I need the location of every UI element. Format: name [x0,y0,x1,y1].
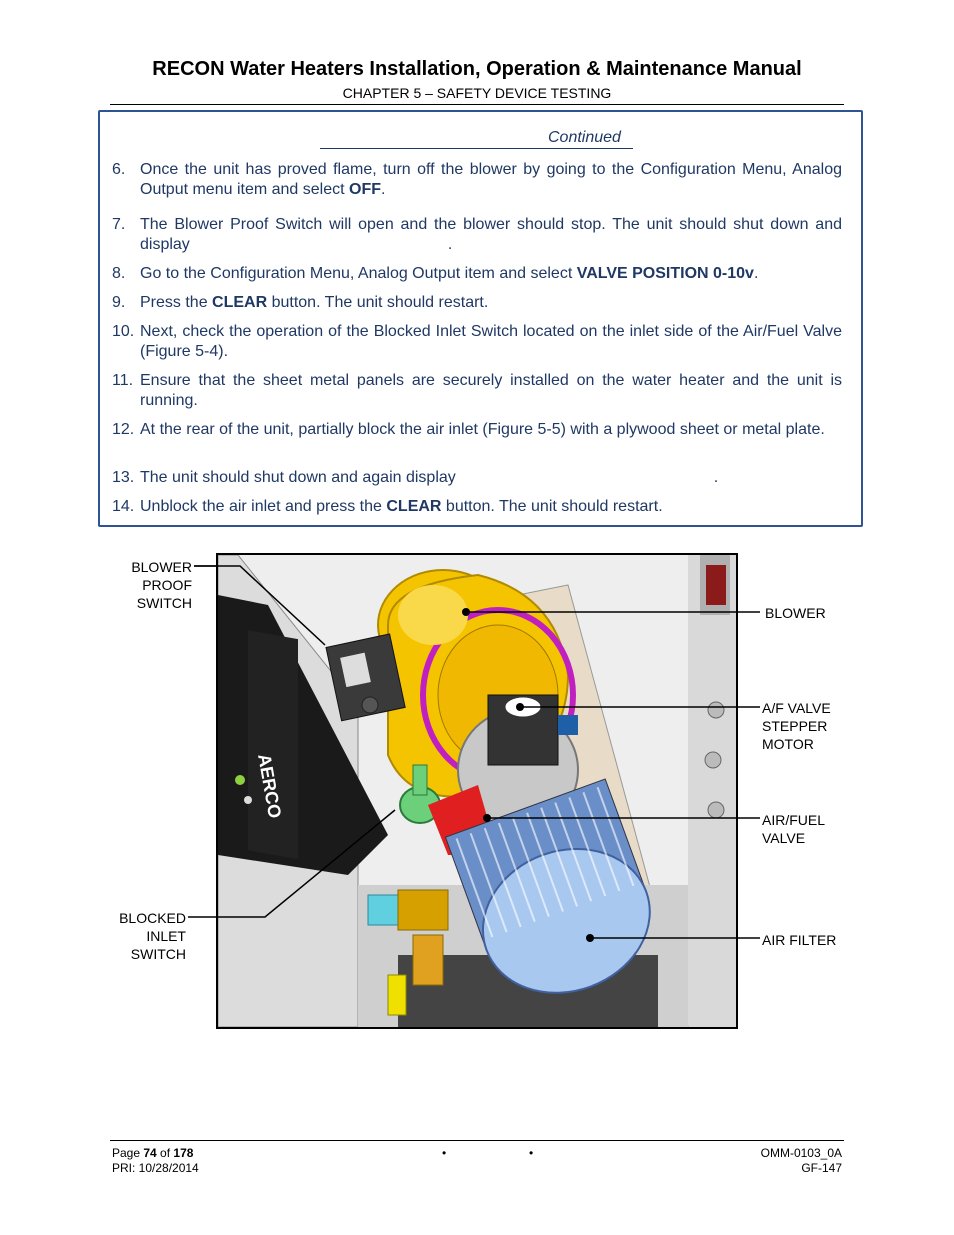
step-text: Go to the Configuration Menu, Analog Output item and select VALVE POSITION 0-10v. [140,265,759,282]
step-text: Once the unit has proved flame, turn off the blower by going to the Configuration Menu, Analog Output menu item and select OFF. [140,161,842,198]
step-text: The Blower Proof Switch will open and the blower should stop. The unit should shut down and display . [140,216,842,253]
manual-title: RECON Water Heaters Installation, Operation & Maintenance Manual [152,58,802,80]
label-air-filter: AIR FILTER [762,932,837,948]
step-number: 13. [112,469,135,486]
chapter-heading: CHAPTER 5 – SAFETY DEVICE TESTING [342,85,612,101]
figure-blower-assembly [216,553,738,1029]
step-text: Press the CLEAR button. The unit should restart. [140,294,489,311]
step-text: Ensure that the sheet metal panels are securely installed on the water heater and the unit is running. [140,372,842,409]
step-number: 8. [112,265,126,282]
label-blower-proof-switch: BLOWER PROOF SWITCH [131,559,192,611]
step-number: 7. [112,216,126,233]
step-text: Unblock the air inlet and press the CLEAR button. The unit should restart. [140,498,663,515]
header-divider [110,104,844,105]
step-number: 14. [112,498,135,515]
assembly-illustration [218,555,736,1027]
footer-bullet: • [529,1146,534,1160]
step-text: The unit should shut down and again display . [140,469,719,486]
label-blower: BLOWER [765,605,826,621]
print-date: PRI: 10/28/2014 [112,1161,199,1175]
document-id: OMM-0103_0A [760,1146,842,1160]
continued-label: Continued [548,129,621,146]
step-number: 6. [112,161,126,178]
label-blocked-inlet-switch: BLOCKED INLET SWITCH [119,910,186,962]
step-text: At the rear of the unit, partially block the air inlet (Figure 5-5) with a plywood sheet or metal plate. [140,421,825,438]
gf-number: GF-147 [801,1161,842,1175]
label-stepper-motor: A/F VALVE STEPPER MOTOR [762,700,831,752]
label-air-fuel-valve: AIR/FUEL VALVE [762,812,826,846]
step-number: 11. [112,372,134,389]
step-number: 9. [112,294,126,311]
footer-bullet: • [442,1146,447,1160]
step-number: 12. [112,421,135,438]
step-text: Next, check the operation of the Blocked Inlet Switch located on the inlet side of the Air/Fuel Valve (Figure 5-4). [140,323,842,360]
step-number: 10. [112,323,135,340]
footer-divider [110,1140,844,1141]
page-number: Page 74 of 178 [112,1146,194,1160]
aerco-logo: AERCO [254,752,286,820]
